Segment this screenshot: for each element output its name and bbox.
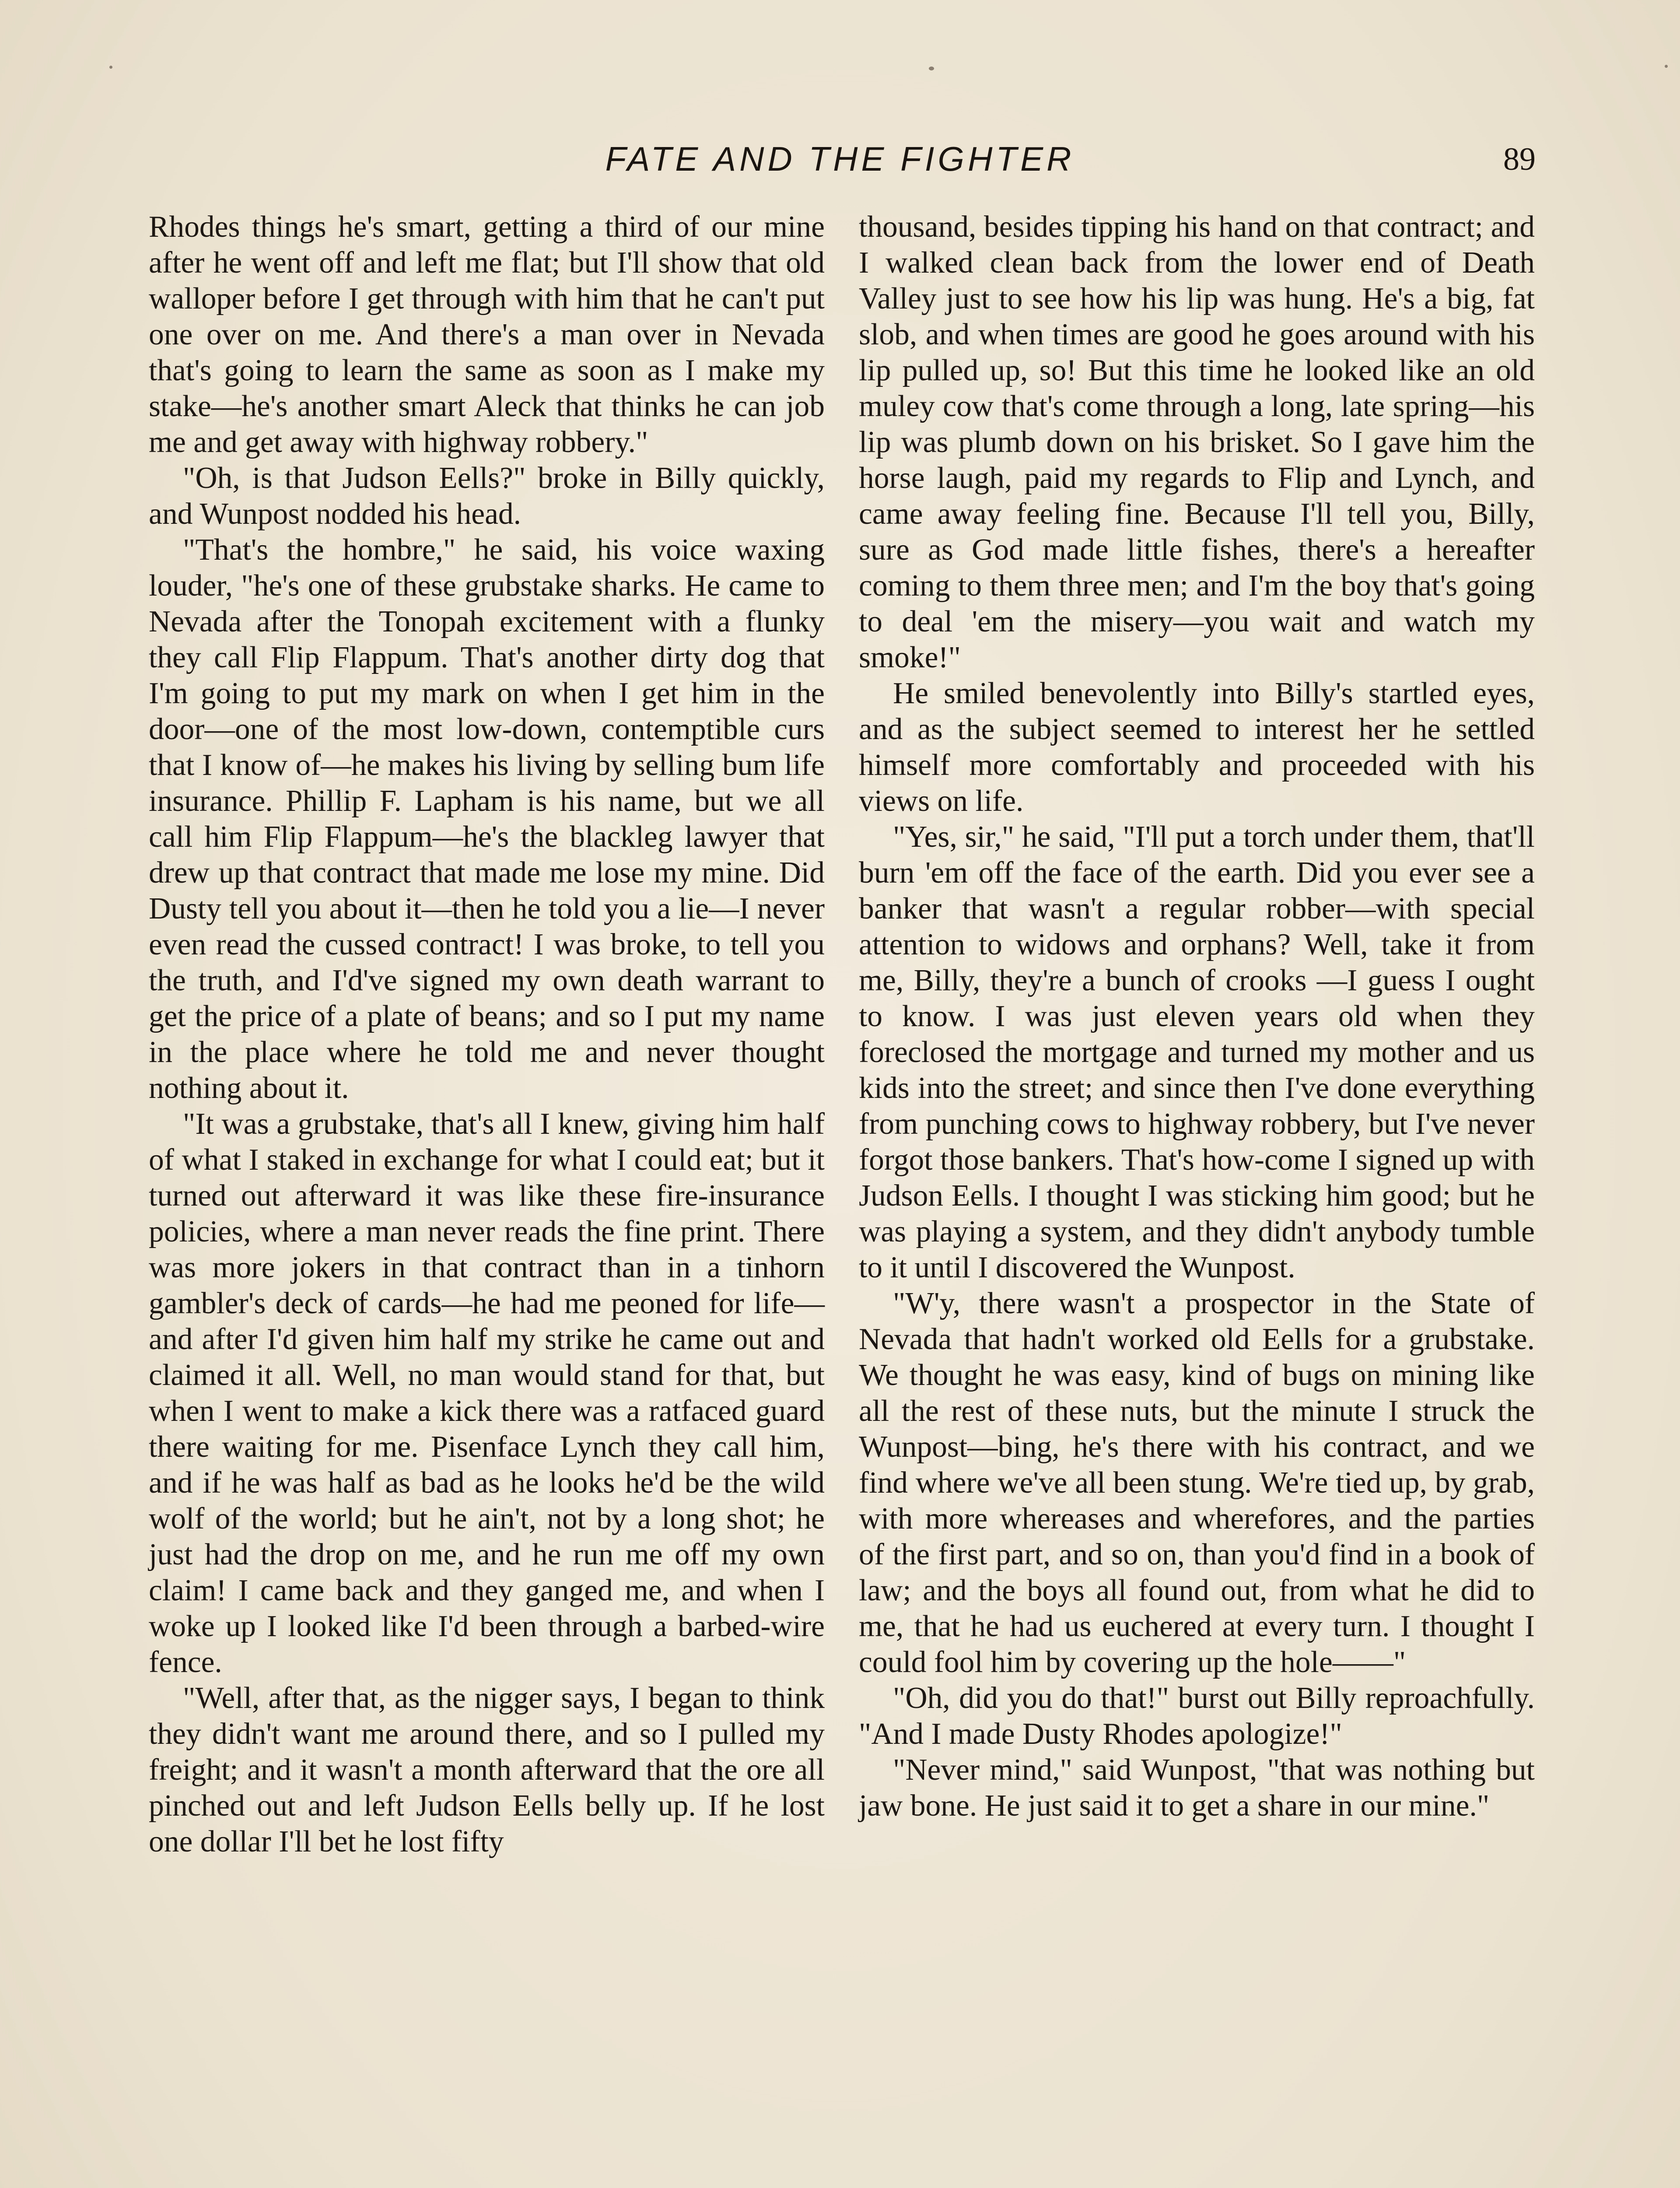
paper-speck [929,67,934,70]
right-column [859,209,1535,1824]
paragraph: "That's the hombre," he said, his voice waxing louder, "he's one of these grubstake sharks. He came to Nevada after the Tonopah excitement with a flunky they call Flip Flappum. That's another dirty dog that I'm going to put my mark on when I get him in the door—one of the most low-down, contemptible curs that I know of—he makes his living by selling bum life insurance. Phillip F. Lapham is his name, but we all call him Flip Flappum—he's the blackleg lawyer that drew up that contract that made me lose my mine. Did Dusty tell you about it—then he told you a lie—I never even read the cussed contract! I was broke, to tell you the truth, and I'd've signed my own death warrant to get the price of a plate of beans; and so I put my name in the place where he told me and never thought nothing about it. [149,533,825,1105]
page-number: 89 [1503,141,1536,177]
paragraph: "Never mind," said Wunpost, "that was nothing but jaw bone. He just said it to get a share in our mine." [859,1753,1535,1823]
running-title: FATE AND THE FIGHTER [605,140,1075,178]
page-header [0,131,1680,193]
paragraph: "It was a grubstake, that's all I knew, giving him half of what I staked in exchange for what I could eat; but it turned out afterward it was like these fire-insurance policies, where a man never reads the fine print. There was more jokers in that contract than in a tinhorn gambler's deck of cards—he had me peoned for life—and after I'd given him half my strike he came out and claimed it all. Well, no man would stand for that, but when I went to make a kick there was a ratfaced guard there waiting for me. Pisenface Lynch they call him, and if he was half as bad as he looks he'd be the wild wolf of the world; but he ain't, not by a long shot; he just had the drop on me, and he run me off my own claim! I came back and they ganged me, and when I woke up I looked like I'd been through a barbed-wire fence. [149,1107,825,1679]
paragraph: "W'y, there wasn't a prospector in the State of Nevada that hadn't worked old Eells for a grubstake. We thought he was easy, kind of bugs on mining like all the rest of these nuts, but the minute I struck the Wunpost—bing, he's there with his contract, and we find where we've all been stung. We're tied up, by grab, with more whereases and wherefores, and the parties of the first part, and so on, than you'd find in a book of law; and the boys all found out, from what he did to me, that he had us euchered at every turn. I thought I could fool him by covering up the hole——" [859,1287,1535,1679]
paragraph: "Yes, sir," he said, "I'll put a torch under them, that'll burn 'em off the face of the earth. Did you ever see a banker that wasn't a regular robber—with special attention to widows and orphans? Well, take it from me, Billy, they're a bunch of crooks —I guess I ought to know. I was just eleven years old when they foreclosed the mortgage and turned my mother and us kids into the street; and since then I've done everything from punching cows to highway robbery, but I've never forgot those bankers. That's how-come I signed up with Judson Eells. I thought I was sticking him good; but he was playing a system, and they didn't anybody tumble to it until I discovered the Wunpost. [859,820,1535,1284]
left-column [149,209,825,1860]
paper-speck [1665,65,1668,68]
paragraph: He smiled benevolently into Billy's startled eyes, and as the subject seemed to interest her he settled himself more comfortably and proceeded with his views on life. [859,677,1535,818]
paragraph: Rhodes things he's smart, getting a third of our mine after he went off and left me flat; but I'll show that old walloper before I get through with him that he can't put one over on me. And there's a man over in Nevada that's going to learn the same as soon as I make my stake—he's another smart Aleck that thinks he can job me and get away with highway robbery." [149,210,825,459]
paragraph: thousand, besides tipping his hand on that contract; and I walked clean back from the lower end of Death Valley just to see how his lip was hung. He's a big, fat slob, and when times are good he goes around with his lip pulled up, so! But this time he looked like an old muley cow that's come through a long, late spring—his lip was plumb down on his brisket. So I gave him the horse laugh, paid my regards to Flip and Lynch, and came away feeling fine. Because I'll tell you, Billy, sure as God made little fishes, there's a hereafter coming to them three men; and I'm the boy that's going to deal 'em the misery—you wait and watch my smoke!" [859,210,1535,674]
paper-speck [109,66,112,69]
paragraph: "Oh, did you do that!" burst out Billy reproachfully. "And I made Dusty Rhodes apologize!" [859,1681,1535,1751]
paragraph: "Well, after that, as the nigger says, I began to think they didn't want me around there, and so I pulled my freight; and it wasn't a month afterward that the ore all pinched out and left Judson Eells belly up. If he lost one dollar I'll bet he lost fifty [149,1681,825,1858]
paragraph: "Oh, is that Judson Eells?" broke in Billy quickly, and Wunpost nodded his head. [149,461,825,531]
